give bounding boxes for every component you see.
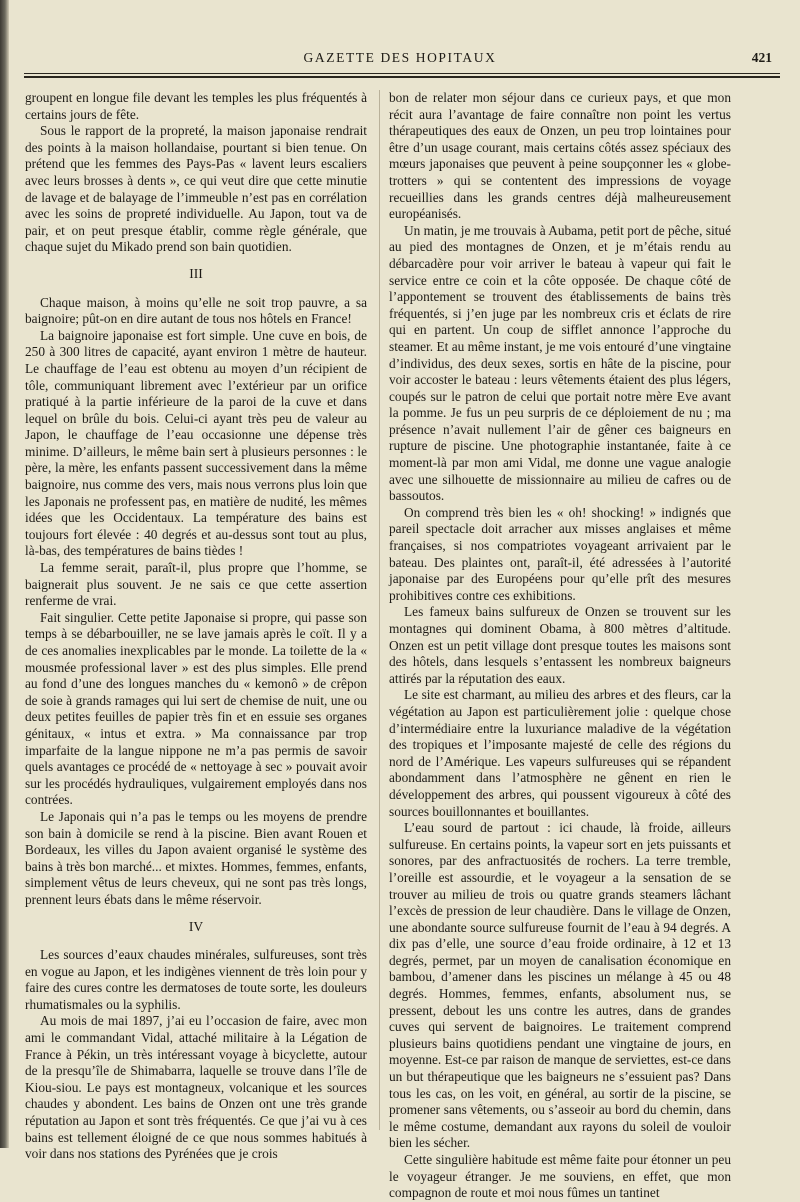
page-header bbox=[24, 50, 776, 72]
paragraph: Les sources d’eaux chaudes minérales, sulfureuses, sont très en vogue au Japon, et les indigènes viennent de très loin pour y faire des cures contre les dermatoses de toute sorte, les douleurs rhumatismales ou la syphilis. bbox=[25, 947, 367, 1012]
page-number: 421 bbox=[751, 50, 772, 65]
paragraph: bon de relater mon séjour dans ce curieux pays, et que mon récit aura l’avantage de faire connaître non point les vertus thérapeutiques des eaux de Onzen, un peu trop lointaines pour être d’un usage courant, mais certains côtés assez spéciaux des mœurs japonaises que peuvent à peine soupçonner les « globe-trotters » qui se contentent des impressions de voyage recueillies dans les grands centres déjà malheureusement européanisés. bbox=[389, 90, 731, 222]
header-rule-thick bbox=[24, 76, 780, 78]
column-divider bbox=[379, 90, 380, 1130]
paragraph: Cette singulière habitude est même faite pour étonner un peu le voyageur étranger. Je me souviens, en effet, que mon compagnon de route et moi nous fûmes un tantinet bbox=[389, 1152, 731, 1201]
header-rule-thin bbox=[24, 73, 780, 74]
paragraph: Le Japonais qui n’a pas le temps ou les moyens de prendre son bain à domicile se rend à la piscine. Bien avant Rouen et Bordeaux, les villes du Japon avaient organisé le système des bains à très bon marché... et mixtes. Hommes, femmes, enfants, simplement vêtus de leurs cheveux, qui ne sont pas très longs, prennent leurs ébats dans le même réservoir. bbox=[25, 808, 367, 907]
paragraph: Au mois de mai 1897, j’ai eu l’occasion de faire, avec mon ami le commandant Vidal, attaché militaire à la Légation de France à Pékin, un très intéressant voyage à bicyclette, autour de la presqu’île de Shimabarra, laquelle se trouve dans l’île de Kiou-siou. Le pays est montagneux, volcanique et les sources chaudes y abondent. Les bains de Onzen ont une très grande réputation au Japon et sont très fréquentés. Ce que j’ai vu à ces bains est tellement éloigné de ce que nous sommes habitués à voir dans nos stations des Pyrénées que je crois bbox=[25, 1013, 367, 1162]
paragraph: Les fameux bains sulfureux de Onzen se trouvent sur les montagnes qui dominent Obama, à 800 mètres d’altitude. Onzen est un petit village dont presque toutes les maisons sont des hôtels, dans lesquels s’entassent les nombreux baigneurs attirés par la réputation des eaux. bbox=[389, 604, 731, 686]
right-column bbox=[389, 90, 731, 1201]
paragraph: L’eau sourd de partout : ici chaude, là froide, ailleurs sulfureuse. En certains points, la vapeur sort en jets puissants et sonores, par des anfractuosités de rochers. La terre tremble, l’oreille est assourdie, et le voyageur a la sensation de se trouver au milieu de trois ou quatre grands steamers lâchant l’excès de pression de leur chaudière. Dans le village de Onzen, une abondante source sulfureuse fournit de l’eau à 94 degrés. A dix pas d’elle, une source d’eau froide ordinaire, à 12 et 13 degrés, permet, par un moyen de canalisation économique en bambou, d’amener dans les piscines un mélange à 45 ou 48 degrés. Hommes, femmes, enfants, absolument nus, se pressent, debout les uns contre les autres, dans de grandes cuves qui servent de baignoires. Le traitement comprend plusieurs bains quotidiens pendant une vingtaine de jours, en moyenne. Est-ce par raison de manque de serviettes, est-ce dans un but thérapeutique que les baigneurs ne s’essuient pas? Dans tous les cas, on les voit, en général, au sortir de la piscine, se promener sans vêtements, ou s’asseoir au bord du chemin, dans le même costume, demandant aux rayons du soleil de vouloir bien les sécher. bbox=[389, 820, 731, 1151]
left-column bbox=[25, 90, 367, 1162]
paragraph: Chaque maison, à moins qu’elle ne soit trop pauvre, a sa baignoire; pût-on en dire autant de tous nos hôtels en France! bbox=[25, 294, 367, 327]
paragraph: La baignoire japonaise est fort simple. Une cuve en bois, de 250 à 300 litres de capacité, ayant environ 1 mètre de hauteur. Le chauffage de l’eau est obtenu au moyen d’un récipient de tôle, communiquant librement avec l’extérieur par un orifice pratiqué à la partie inférieure de la paroi de la cuve et dans lequel on brûle du bois. Celui-ci ayant très peu de valeur au Japon, le chauffage de l’eau occasionne une dépense très minime. D’ailleurs, le même bain sert à plusieurs personnes : le père, la mère, les enfants passent successivement dans la même baignoire, nus comme des vers, mais nous verrons plus loin que les Japonais ne professent pas, en matière de nudité, les mêmes idées que les Occidentaux. La température des bains est toujours fort élevée : 40 degrés et au-dessus sont tout au plus, là-bas, des températures de bains tièdes ! bbox=[25, 327, 367, 559]
section-heading: III bbox=[189, 265, 203, 281]
paragraph: Le site est charmant, au milieu des arbres et des fleurs, car la végétation au Japon est particulièrement jolie : quelque chose d’intermédiaire entre la luxuriance maladive de la végétation des tropiques et l’imposante majesté de celle des régions du nord de l’Amérique. Les vapeurs sulfureuses qui se répandent abondamment dans l’atmosphère ne gênent en rien le développement des arbres, qui poussent vigoureux à côté des sources bouillonnantes et bouillantes. bbox=[389, 687, 731, 819]
paragraph: On comprend très bien les « oh! shocking! » indignés que pareil spectacle doit arracher aux misses anglaises et même françaises, si nos compatriotes voyageant arrivaient par le bateau. Des plaintes ont, paraît-il, été adressées à l’autorité japonaise par des Européens pour qu’elle prît des mesures prohibitives contre ces exhibitions. bbox=[389, 504, 731, 603]
paragraph: Un matin, je me trouvais à Aubama, petit port de pêche, situé au pied des montagnes de Onzen, et je m’étais rendu au débarcadère pour voir arriver le bateau à vapeur qui fait le service entre ce coin et la côte opposée. De chaque côté de l’appontement se trouvent des établissements de bains très fréquentés, si j’en juge par les nombreux cris et éclats de rire qui en partent. Un coup de sifflet annonce l’approche du steamer. Et au même instant, je me vois entouré d’une vingtaine d’individus, des deux sexes, sortis en hâte de la piscine, pour voir accoster le bateau : leurs vêtements étaient des plus légers, coupés sur le patron de celui que portait notre mère Eve avant la pomme. Je fus un peu surpris de ce déploiement de nu ; ma présence n’avait nullement l’air de gêner ces baigneurs en rupture de piscine. Une photographie instantanée, faite à ce moment-là par mon ami Vidal, me donne une vague analogie avec une silhouette de missionnaire au milieu de cafres ou de bassoutos. bbox=[389, 222, 731, 504]
paragraph: Fait singulier. Cette petite Japonaise si propre, qui passe son temps à se débarbouiller, ne se lave jamais après le coït. Il y a de ces anomalies inexplicables par le monde. La toilette de la « mousmée professional laver » est des plus simples. Elle prend au fond d’une des longues manches du « kemonô » de crêpon de soie à grands ramages qui lui sert de chemise de nuit, une ou deux petites feuilles de papier très fin et en essuie ses organes génitaux, « intus et extra. » Ma connaissance par trop imparfaite de la langue nippone ne m’a pas permis de savoir quels avantages ce procédé de « nettoyage à sec » pouvait avoir sur les procédés hydrauliques, vulgairement employés dans nos contrées. bbox=[25, 609, 367, 808]
page-binding-edge bbox=[0, 0, 9, 1148]
paragraph: Sous le rapport de la propreté, la maison japonaise rendrait des points à la maison hollandaise, pourtant si bien tenue. On prétend que les femmes des Pays-Pas « lavent leurs escaliers avec leurs brosses à dents », ce qui veut dire que cette minutie de lavage et de balayage de l’immeuble n’est pas en corrélation avec les soins de propreté individuelle. Au Japon, tout va de pair, et on peut presque établir, comme règle générale, que chaque sujet du Mikado prend son bain quotidien. bbox=[25, 123, 367, 255]
journal-title: GAZETTE DES HOPITAUX bbox=[303, 50, 497, 65]
paragraph: La femme serait, paraît-il, plus propre que l’homme, se baignerait plus souvent. Je ne sais ce que cette assertion renferme de vrai. bbox=[25, 560, 367, 609]
section-heading: IV bbox=[188, 918, 204, 934]
paragraph: groupent en longue file devant les temples les plus fréquentés à certains jours de fête. bbox=[25, 90, 367, 122]
